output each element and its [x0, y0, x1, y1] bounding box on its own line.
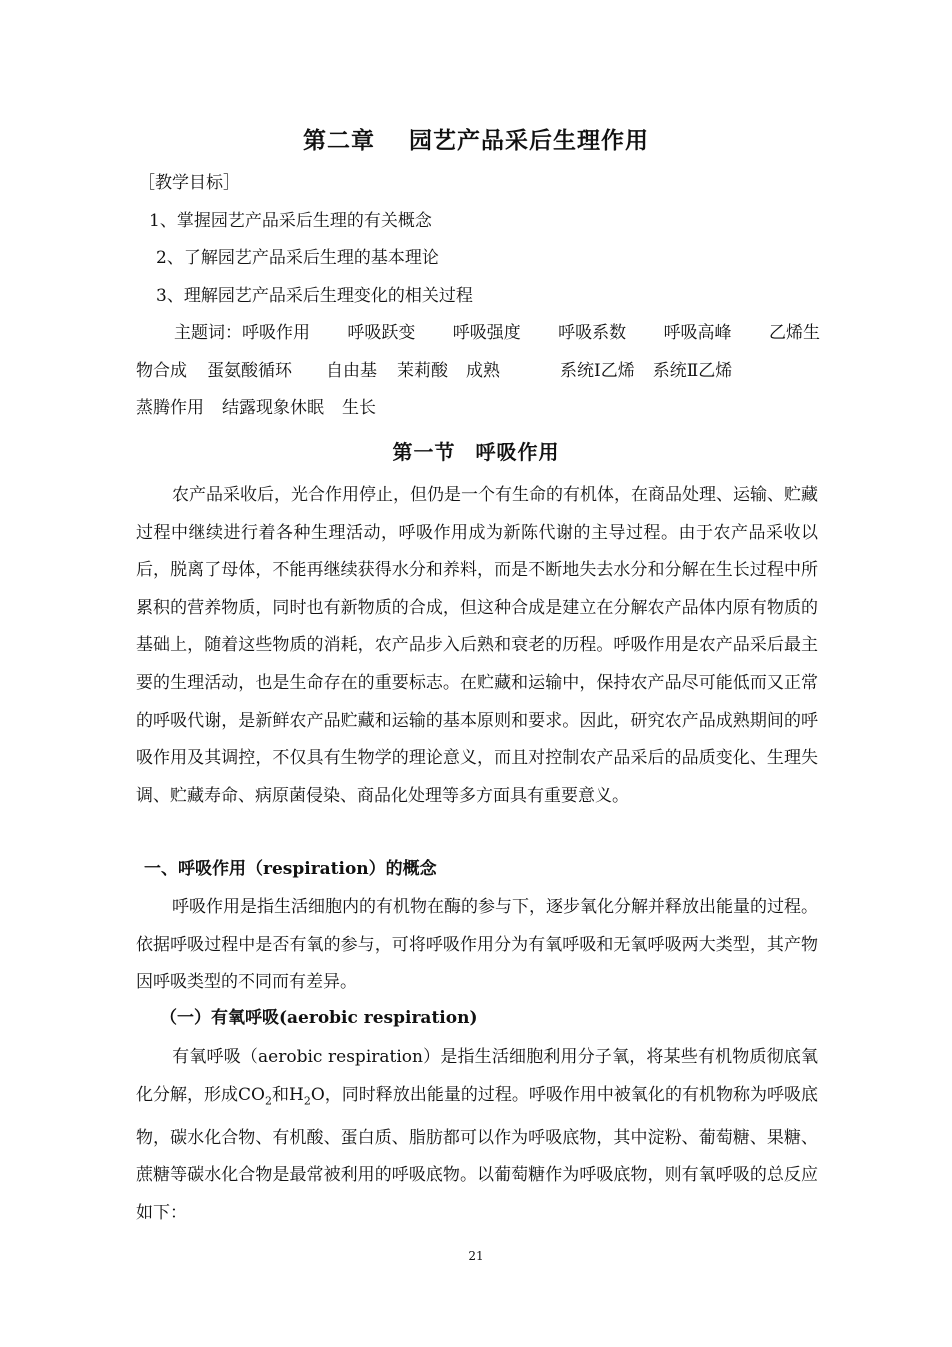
- section-number: 第一节: [392, 440, 456, 464]
- keyword: 蛋氨酸循环: [207, 360, 292, 381]
- keywords-line-3: [136, 390, 820, 428]
- keyword: 成熟: [466, 360, 500, 381]
- aerobic-paragraph: 有氧呼吸（aerobic respiration）是指生活细胞利用分子氧，将某些有机物质彻底氧化分解，形成$CO_2$和$H_2O$，同时释放出能量的过程。呼吸作用中被氧化的有机物称为呼吸底物，碳水化合物、有机酸、蛋白质、脂肪都可以作为呼吸底物，其中淀粉、葡萄糖、果糖、蔗糖等碳水化合物是最常被利用的呼吸底物。以葡萄糖作为呼吸底物，则有氧呼吸的总反应如下：: [136, 1047, 818, 1223]
- keywords: [136, 315, 820, 428]
- keywords-line-2: [136, 353, 820, 391]
- keyword: 蒸腾作用: [136, 398, 204, 418]
- keywords-line-1: [136, 315, 820, 353]
- objective-item: 3、理解园艺产品采后生理变化的相关过程: [156, 285, 473, 306]
- keyword: 呼吸系数: [558, 323, 627, 343]
- chapter-number: 第二章: [303, 127, 375, 154]
- keyword: 结露现象休眠: [222, 398, 324, 418]
- objectives-heading: ［教学目标］: [138, 173, 240, 193]
- keyword: 自由基: [326, 360, 377, 381]
- section-name: 呼吸作用: [475, 440, 560, 464]
- keyword: 呼吸跃变: [347, 323, 416, 343]
- subsection-heading: 一、呼吸作用（respiration）的概念: [144, 859, 437, 879]
- keyword: 物合成: [136, 360, 187, 381]
- keyword: 系统Ⅰ乙烯: [560, 360, 635, 381]
- subsection-paragraph: 呼吸作用是指生活细胞内的有机物在酶的参与下，逐步氧化分解并释放出能量的过程。依据呼吸过程中是否有氧的参与，可将呼吸作用分为有氧呼吸和无氧呼吸两大类型，其产物因呼吸类型的不同而有差异。: [136, 897, 818, 993]
- keyword: 乙烯生: [768, 323, 820, 343]
- keyword: 呼吸高峰: [663, 323, 732, 343]
- chapter-title: [0, 122, 952, 155]
- keyword: 呼吸强度: [452, 323, 521, 343]
- keyword: 系统Ⅱ乙烯: [652, 360, 733, 381]
- keyword: 茉莉酸: [397, 360, 448, 381]
- intro-paragraph: 农产品采收后，光合作用停止，但仍是一个有生命的有机体，在商品处理、运输、贮藏过程中继续进行着各种生理活动，呼吸作用成为新陈代谢的主导过程。由于农产品采收以后，脱离了母体，不能再继续获得水分和养料，而是不断地失去水分和分解在生长过程中所累积的营养物质，同时也有新物质的合成，但这种合成是建立在分解农产品体内原有物质的基础上，随着这些物质的消耗，农产品步入后熟和衰老的历程。呼吸作用是农产品采后最主要的生理活动，也是生命存在的重要标志。在贮藏和运输中，保持农产品尽可能低而又正常的呼吸代谢，是新鲜农产品贮藏和运输的基本原则和要求。因此，研究农产品成熟期间的呼吸作用及其调控，不仅具有生物学的理论意义，而且对控制农产品采后的品质变化、生理失调、贮藏寿命、病原菌侵染、商品化处理等多方面具有重要意义。: [136, 485, 818, 806]
- chapter-name: 园艺产品采后生理作用: [409, 127, 649, 154]
- keyword: 生长: [342, 398, 376, 418]
- subsubsection-heading: （一）有氧呼吸(aerobic respiration): [160, 1008, 478, 1028]
- section-title: [0, 436, 952, 465]
- page-number: 21: [468, 1249, 484, 1263]
- teaching-objectives: [136, 165, 820, 315]
- objective-item: 2、了解园艺产品采后生理的基本理论: [156, 248, 439, 268]
- keyword: 主题词：呼吸作用: [174, 323, 310, 343]
- objective-item: 1、掌握园艺产品采后生理的有关概念: [149, 210, 432, 231]
